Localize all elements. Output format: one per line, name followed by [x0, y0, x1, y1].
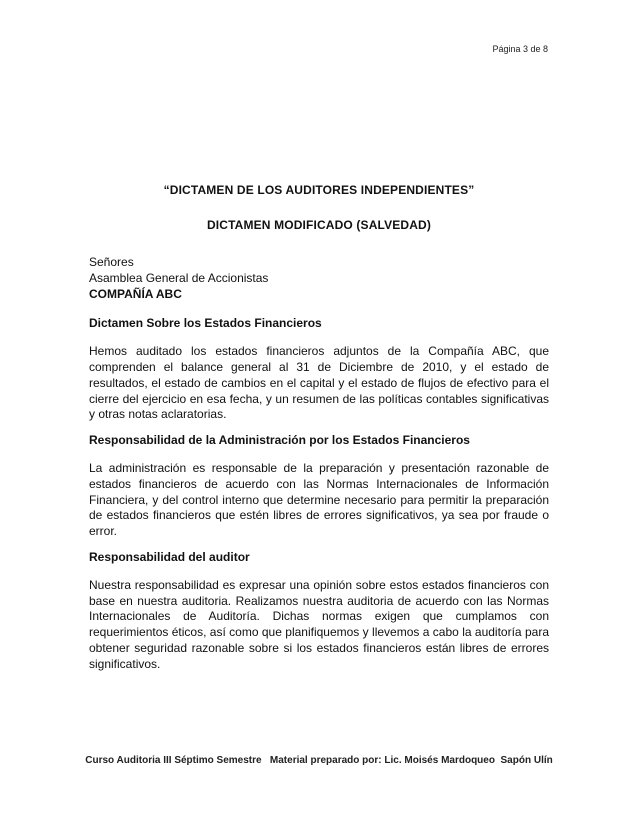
section-heading-financial-statements: Dictamen Sobre los Estados Financieros: [89, 316, 322, 331]
section-paragraph-auditor-responsibility: Nuestra responsabilidad es expresar una opinión sobre estos estados financieros con base en nuestra auditoria. Realizamos nuestra auditoria de acuerdo con las Normas Internacionales de Auditoría. Dichas normas exigen que cumplamos con requerimientos éticos, así como que planifiquemos y llevemos a cabo la auditoría para obtener seguridad razonable sobre si los estados financieros están libres de errores significativos.: [89, 577, 549, 671]
page-footer: Curso Auditoria III Séptimo Semestre Material preparado por: Lic. Moisés Mardoqueo Sapón Ulín: [85, 755, 553, 766]
section-paragraph-management-responsibility: La administración es responsable de la preparación y presentación razonable de estados financieros de acuerdo con las Normas Internacionales de Información Financiera, y del control interno que determine necesario para permitir la preparación de estados financieros que estén libres de errores significativos, ya sea por fraude o error.: [89, 460, 549, 539]
addressee-block: [89, 255, 549, 302]
document-subtitle: DICTAMEN MODIFICADO (SALVEDAD): [206, 218, 432, 232]
document-body: [89, 255, 549, 673]
addressee-salutation: Señores: [89, 255, 134, 269]
addressee-company: COMPAÑÍA ABC: [89, 286, 182, 301]
section-heading-management-responsibility: Responsabilidad de la Administración por los Estados Financieros: [89, 433, 470, 448]
document-title: “DICTAMEN DE LOS AUDITORES INDEPENDIENTES”: [163, 183, 475, 197]
section-paragraph-financial-statements: Hemos auditado los estados financieros adjuntos de la Compañía ABC, que comprenden el balance general al 31 de Diciembre de 2010, y el estado de resultados, el estado de cambios en el capital y el estado de flujos de efectivo para el cierre del ejercicio en esa fecha, y un resumen de las políticas contables significativas y otras notas aclaratorias.: [89, 344, 549, 422]
section-heading-auditor-responsibility: Responsabilidad del auditor: [89, 549, 250, 564]
page-number: Página 3 de 8: [492, 44, 548, 54]
addressee-assembly: Asamblea General de Accionistas: [89, 270, 269, 285]
